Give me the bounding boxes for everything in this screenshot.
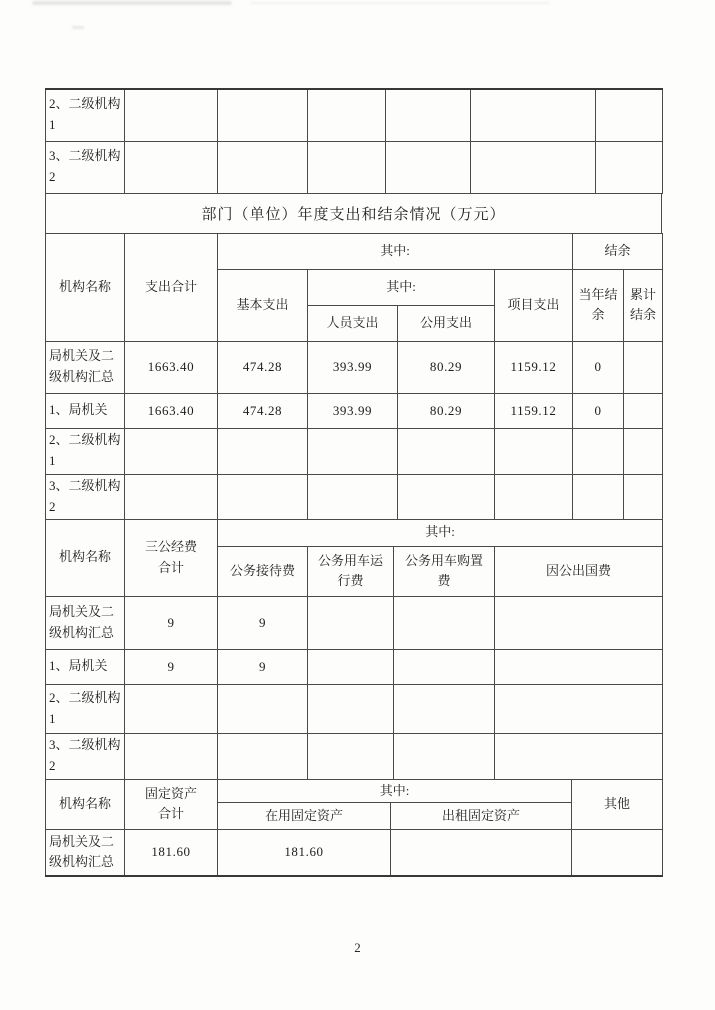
scan-artifact — [32, 1, 232, 5]
header-official-reception: 公务接待费 — [218, 546, 308, 596]
table-row — [46, 393, 663, 428]
header-overseas-trips: 因公出国费 — [495, 546, 663, 596]
value-cell — [125, 684, 218, 733]
value-cell — [624, 341, 663, 393]
value-cell — [398, 428, 495, 474]
value-cell — [495, 474, 573, 519]
header-org-name: 机构名称 — [46, 779, 125, 829]
header-org-name: 机构名称 — [46, 233, 125, 341]
value-cell: 0 — [573, 393, 624, 428]
header-expenditure-total: 支出合计 — [125, 233, 218, 341]
value-cell — [495, 684, 663, 733]
header-among: 其中: — [218, 779, 572, 802]
value-cell — [386, 141, 471, 193]
value-cell — [394, 649, 495, 684]
value-cell: 181.60 — [125, 829, 218, 876]
value-cell: 1663.40 — [125, 393, 218, 428]
section-title-band — [45, 193, 662, 234]
table-row — [46, 89, 663, 141]
header-fixed-assets-total: 固定资产合计 — [125, 779, 218, 829]
scan-artifact — [72, 26, 84, 29]
value-cell: 1159.12 — [495, 341, 573, 393]
table-row — [46, 193, 662, 233]
value-cell — [394, 733, 495, 779]
value-cell — [572, 829, 663, 876]
value-cell: 80.29 — [398, 341, 495, 393]
value-cell — [125, 428, 218, 474]
value-cell: 393.99 — [308, 341, 398, 393]
table-row — [46, 233, 663, 269]
value-cell — [495, 733, 663, 779]
value-cell — [624, 428, 663, 474]
value-cell — [218, 89, 308, 141]
header-among-2: 其中: — [308, 269, 495, 305]
value-cell — [596, 141, 663, 193]
value-cell — [308, 649, 394, 684]
header-basic-expenditure: 基本支出 — [218, 269, 308, 341]
org-label-cell: 2、二级机构1 — [46, 428, 125, 474]
org-label-cell: 局机关及二级机构汇总 — [46, 829, 125, 876]
value-cell — [471, 89, 596, 141]
value-cell — [308, 428, 398, 474]
value-cell — [394, 596, 495, 649]
value-cell: 0 — [573, 341, 624, 393]
org-label-cell: 1、局机关 — [46, 649, 125, 684]
value-cell — [471, 141, 596, 193]
table-row — [46, 684, 663, 733]
org-label-cell: 2、二级机构1 — [46, 684, 125, 733]
header-project-expenditure: 项目支出 — [495, 269, 573, 341]
value-cell — [495, 596, 663, 649]
table-row — [46, 733, 663, 779]
header-other: 其他 — [572, 779, 663, 829]
value-cell — [308, 684, 394, 733]
section-title: 部门（单位）年度支出和结余情况（万元） — [46, 193, 662, 233]
header-balance: 结余 — [573, 233, 663, 269]
value-cell: 393.99 — [308, 393, 398, 428]
header-personnel-expenditure: 人员支出 — [308, 305, 398, 341]
value-cell — [398, 474, 495, 519]
value-cell: 181.60 — [218, 829, 391, 876]
value-cell: 9 — [218, 596, 308, 649]
header-cumulative-balance: 累计结余 — [624, 269, 663, 341]
value-cell: 9 — [218, 649, 308, 684]
org-label-cell: 局机关及二级机构汇总 — [46, 341, 125, 393]
value-cell — [218, 684, 308, 733]
table-row — [46, 596, 663, 649]
value-cell — [495, 649, 663, 684]
value-cell: 9 — [125, 596, 218, 649]
value-cell — [391, 829, 572, 876]
value-cell — [386, 89, 471, 141]
header-current-year-balance: 当年结余 — [573, 269, 624, 341]
value-cell — [308, 474, 398, 519]
org-label-cell: 2、二级机构1 — [46, 89, 125, 141]
org-label-cell: 3、二级机构2 — [46, 733, 125, 779]
report-tables — [45, 88, 662, 877]
value-cell: 474.28 — [218, 393, 308, 428]
value-cell — [495, 428, 573, 474]
expenditure-table — [45, 233, 663, 520]
value-cell — [125, 89, 218, 141]
header-in-use-assets: 在用固定资产 — [218, 802, 391, 829]
table-row — [46, 428, 663, 474]
value-cell: 80.29 — [398, 393, 495, 428]
value-cell — [308, 596, 394, 649]
table-row — [46, 779, 663, 802]
org-label-cell: 1、局机关 — [46, 393, 125, 428]
header-rented-out-assets: 出租固定资产 — [391, 802, 572, 829]
table-row — [46, 519, 663, 546]
value-cell — [218, 428, 308, 474]
header-public-expenditure: 公用支出 — [398, 305, 495, 341]
value-cell — [394, 684, 495, 733]
value-cell: 474.28 — [218, 341, 308, 393]
value-cell — [308, 89, 386, 141]
value-cell — [125, 141, 218, 193]
org-label-cell: 3、二级机构2 — [46, 141, 125, 193]
header-vehicle-operation: 公务用车运行费 — [308, 546, 394, 596]
org-label-cell: 3、二级机构2 — [46, 474, 125, 519]
fixed-assets-table — [45, 779, 663, 878]
value-cell — [624, 474, 663, 519]
table-row — [46, 649, 663, 684]
org-label-cell: 局机关及二级机构汇总 — [46, 596, 125, 649]
value-cell — [218, 733, 308, 779]
table-row — [46, 474, 663, 519]
value-cell — [573, 428, 624, 474]
page-number: 2 — [354, 940, 361, 955]
value-cell — [308, 733, 394, 779]
three-public-funds-table — [45, 519, 663, 780]
value-cell — [624, 393, 663, 428]
header-among: 其中: — [218, 519, 663, 546]
value-cell — [218, 474, 308, 519]
value-cell: 9 — [125, 649, 218, 684]
value-cell — [308, 141, 386, 193]
value-cell: 1663.40 — [125, 341, 218, 393]
header-three-public-total: 三公经费合计 — [125, 519, 218, 596]
table-row — [46, 141, 663, 193]
scan-artifact — [250, 2, 550, 4]
header-org-name: 机构名称 — [46, 519, 125, 596]
value-cell: 1159.12 — [495, 393, 573, 428]
value-cell — [573, 474, 624, 519]
carryover-table — [45, 88, 663, 194]
table-row — [46, 829, 663, 876]
value-cell — [218, 141, 308, 193]
value-cell — [125, 474, 218, 519]
value-cell — [125, 733, 218, 779]
value-cell — [596, 89, 663, 141]
header-vehicle-purchase: 公务用车购置费 — [394, 546, 495, 596]
table-row — [46, 341, 663, 393]
header-among: 其中: — [218, 233, 573, 269]
